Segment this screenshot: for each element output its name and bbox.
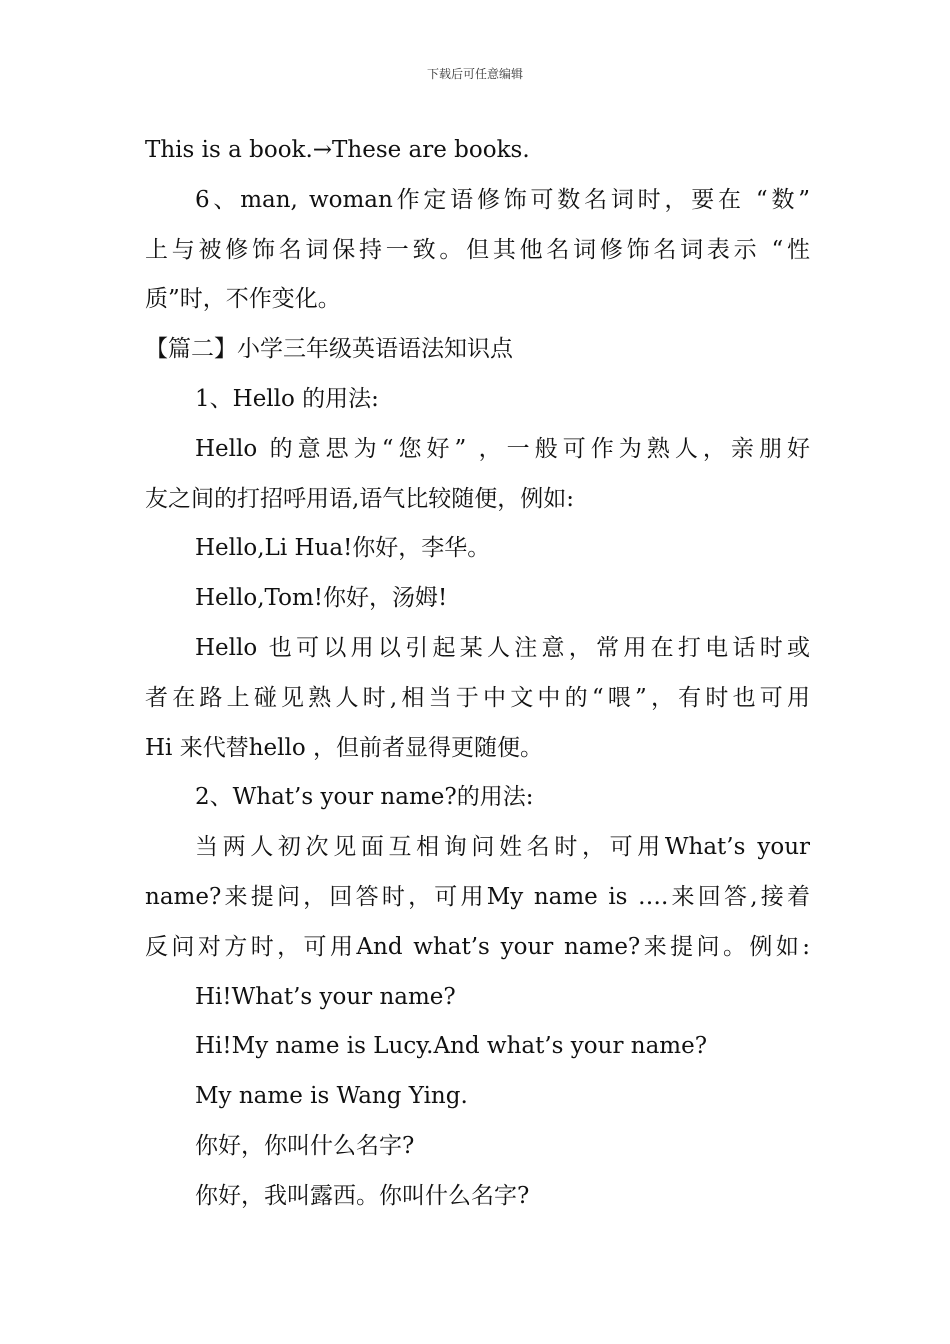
text-line: 反问对方时，可用And what’s your name?来提问。例如: [145, 933, 810, 960]
text-line: name?来提问，回答时，可用My name is ….来回答,接着 [145, 883, 810, 910]
text-line: 6、man, woman作定语修饰可数名词时，要在 “数” [195, 186, 810, 213]
text-line: 当两人初次见面互相询问姓名时，可用What’s your [195, 834, 810, 861]
text-line: 质”时，不作变化。 [145, 286, 341, 313]
text-line: Hello 也可以用以引起某人注意，常用在打电话时或 [195, 634, 810, 661]
subheading: 2、What’s your name?的用法: [195, 784, 534, 811]
example-line: 你好，你叫什么名字? [195, 1132, 415, 1159]
text-line: Hi 来代替hello ，但前者显得更随便。 [145, 734, 544, 761]
section-heading: 【篇二】小学三年级英语语法知识点 [145, 336, 513, 363]
text-line: This is a book.→These are books. [145, 137, 530, 163]
page-header: 下载后可任意编辑 [426, 67, 523, 81]
text-line: 友之间的打招呼用语,语气比较随便，例如: [145, 485, 575, 512]
text-line: 者在路上碰见熟人时,相当于中文中的“喂”，有时也可用 [145, 684, 810, 711]
example-line: My name is Wang Ying. [195, 1083, 468, 1110]
example-line: Hello,Li Hua!你好，李华。 [195, 535, 491, 562]
document-body [145, 126, 810, 1222]
example-line: Hello,Tom!你好，汤姆! [195, 585, 448, 612]
subheading: 1、Hello 的用法: [195, 385, 379, 412]
example-line: Hi!What’s your name? [195, 983, 456, 1010]
text-line: 上与被修饰名词保持一致。但其他名词修饰名词表示 “性 [145, 236, 810, 263]
example-line: 你好，我叫露西。你叫什么名字? [195, 1182, 530, 1209]
example-line: Hi!My name is Lucy.And what’s your name? [195, 1033, 708, 1060]
text-line: Hello 的意思为“您好” ，一般可作为熟人，亲朋好 [195, 435, 810, 462]
